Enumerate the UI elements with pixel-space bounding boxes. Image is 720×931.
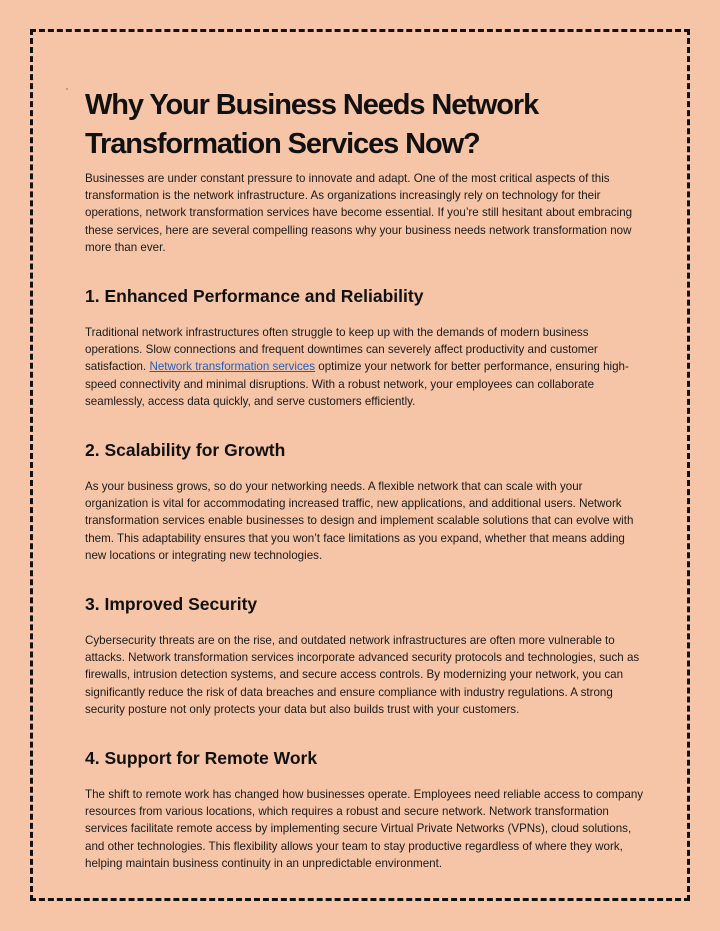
section-paragraph: The shift to remote work has changed how businesses operate. Employees need reliable access to company resources from various locations, which requires a robust and secure network. Network transformation services facilitate remote access by implementing secure Virtual Private Networks (VPNs), cloud solutions, and other technologies. This flexibility allows your team to stay productive regardless of where they work, helping maintain business continuity in an unpredictable environment. <box>85 788 644 870</box>
section-paragraph <box>85 324 645 410</box>
section-heading: 1. Enhanced Performance and Reliability <box>85 286 424 307</box>
section-scalability <box>85 438 645 564</box>
stray-mark <box>66 88 68 90</box>
section-heading: 4. Support for Remote Work <box>85 748 318 769</box>
paragraph-text-before-link: Traditional network infrastructures often struggle to keep up with the demands of modern business operations. Slow connections and frequent downtimes can severely affect productivity and customer satisfaction. <box>85 326 598 374</box>
section-heading: 3. Improved Security <box>85 594 258 615</box>
intro-paragraph: Businesses are under constant pressure to innovate and adapt. One of the most critical aspects of this transformation is the network infrastructure. As organizations increasingly rely on technology for their operations, network transformation services have become essential. If you’re still hesitant about embracing these services, here are several compelling reasons why your business needs network transformation now more than ever. <box>85 172 633 254</box>
article <box>85 86 645 872</box>
article-title: Why Your Business Needs Network Transformation Services Now? <box>85 89 539 160</box>
paragraph-text-after-link: optimize your network for better performance, ensuring high-speed connectivity and minimal disruptions. With a robust network, your employees can collaborate seamlessly, access data quickly, and serve customers efficiently. <box>85 360 629 408</box>
section-heading: 2. Scalability for Growth <box>85 440 286 461</box>
section-paragraph: As your business grows, so do your networking needs. A flexible network that can scale with your organization is vital for accommodating increased traffic, new applications, and additional users. Network transformation services enable businesses to design and implement scalable solutions that can evolve with them. This adaptability ensures that you won’t face limitations as you expand, whether that means adding new locations or integrating new technologies. <box>85 480 634 562</box>
section-performance <box>85 284 645 410</box>
section-security <box>85 592 645 718</box>
section-paragraph: Cybersecurity threats are on the rise, and outdated network infrastructures are often more vulnerable to attacks. Network transformation services incorporate advanced security protocols and technologies, such as firewalls, intrusion detection systems, and secure access controls. By modernizing your network, you can significantly reduce the risk of data breaches and ensure compliance with industry regulations. A strong security posture not only protects your data but also builds trust with your customers. <box>85 634 640 716</box>
section-remote-work <box>85 746 645 872</box>
network-transformation-link[interactable]: Network transformation services <box>149 360 316 374</box>
